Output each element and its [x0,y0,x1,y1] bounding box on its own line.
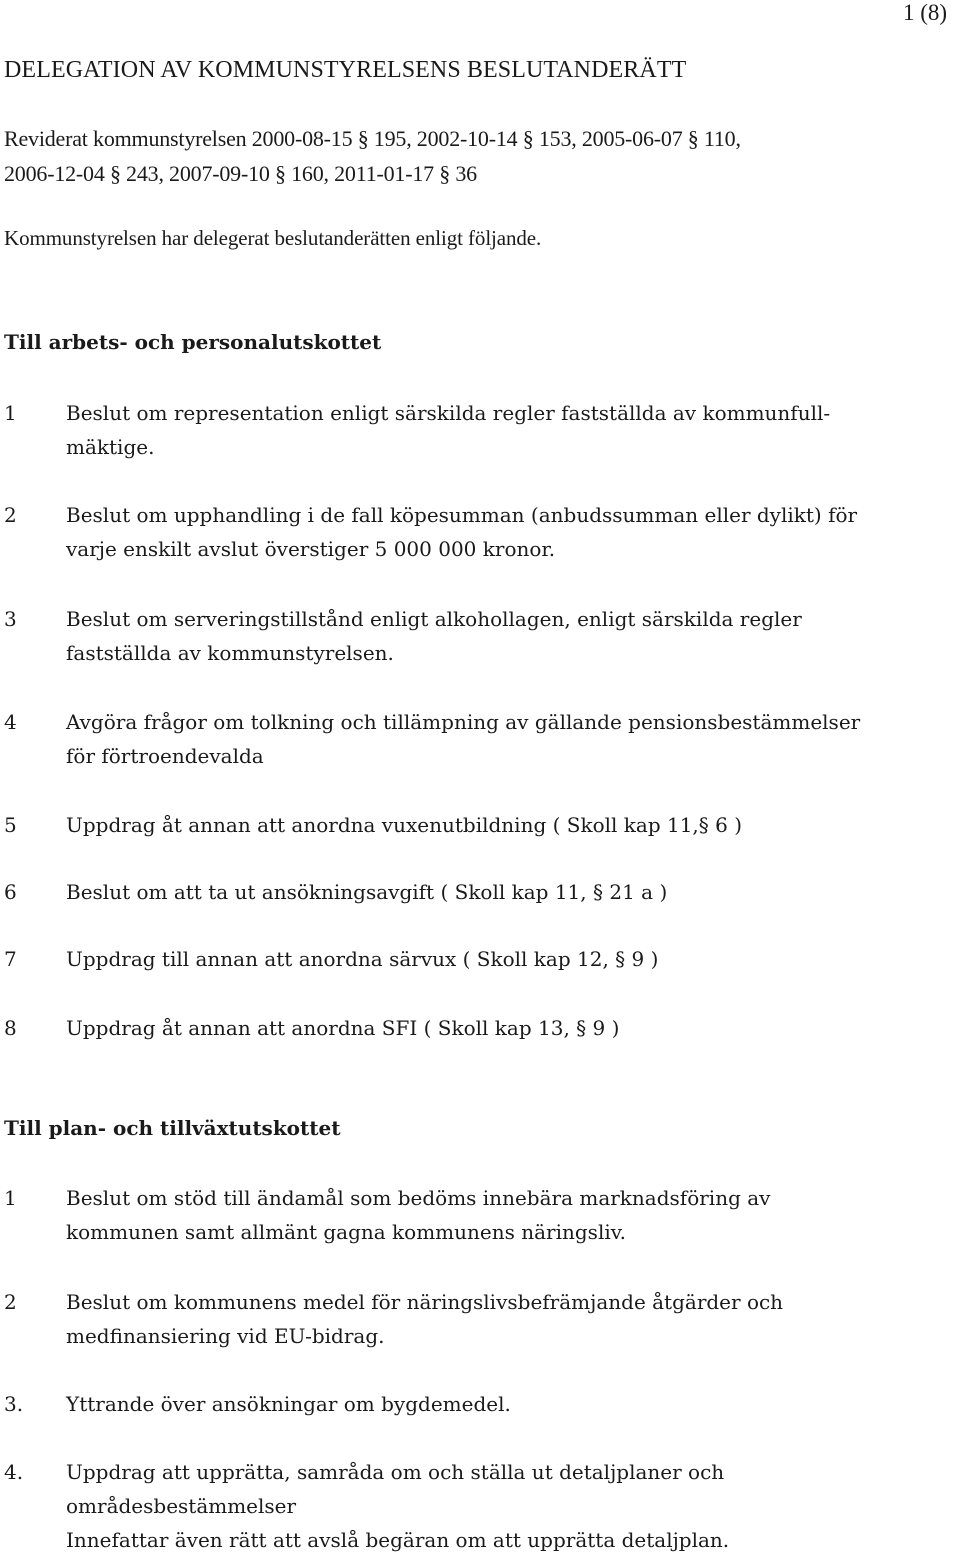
item-text-line: medfinansiering vid EU-bidrag. [66,1324,385,1348]
item-number: 1 [4,1186,17,1210]
item-number: 1 [4,401,17,425]
item-number: 7 [4,947,17,971]
item-number: 4. [4,1460,24,1484]
item-text-line: områdesbestämmelser [66,1494,297,1518]
item-text-line: Beslut om att ta ut ansökningsavgift ( Skoll kap 11, § 21 a ) [66,880,668,904]
item-number: 3. [4,1392,24,1416]
document-title: DELEGATION AV KOMMUNSTYRELSENS BESLUTANDERÄTT [4,57,687,83]
item-text-line: Innefattar även rätt att avslå begäran om att upprätta detaljplan. [66,1528,730,1552]
item-number: 4 [4,710,17,734]
section-heading-arbets-personal: Till arbets- och personalutskottet [4,330,382,354]
item-text-line: varje enskilt avslut överstiger 5 000 000 kronor. [66,537,556,561]
item-text-line: kommunen samt allmänt gagna kommunens näringsliv. [66,1220,627,1244]
item-number: 6 [4,880,17,904]
revision-line-1: Reviderat kommunstyrelsen 2000-08-15 § 195, 2002-10-14 § 153, 2005-06-07 § 110, [4,126,741,151]
item-text-line: Yttrande över ansökningar om bygdemedel. [66,1392,511,1416]
item-text-line: mäktige. [66,435,155,459]
item-number: 8 [4,1016,17,1040]
item-text-line: Beslut om upphandling i de fall köpesumman (anbudssumman eller dylikt) för [66,503,858,527]
item-number: 3 [4,607,17,631]
item-text-line: Uppdrag åt annan att anordna SFI ( Skoll kap 13, § 9 ) [66,1016,620,1040]
item-text-line: Beslut om kommunens medel för näringslivsbefrämjande åtgärder och [66,1290,784,1314]
item-number: 5 [4,813,17,837]
item-text-line: Uppdrag till annan att anordna särvux ( Skoll kap 12, § 9 ) [66,947,659,971]
item-text-line: Beslut om representation enligt särskilda regler fastställda av kommunfull- [66,401,831,425]
item-text-line: för förtroendevalda [66,744,264,768]
item-text-line: Uppdrag att upprätta, samråda om och ställa ut detaljplaner och [66,1460,725,1484]
item-number: 2 [4,1290,17,1314]
section-heading-plan-tillvaxt: Till plan- och tillväxtutskottet [4,1116,341,1140]
intro-text: Kommunstyrelsen har delegerat beslutanderätten enligt följande. [4,226,542,250]
page-number: 1 (8) [903,0,948,25]
item-text-line: Beslut om stöd till ändamål som bedöms innebära marknadsföring av [66,1186,771,1210]
item-text-line: fastställda av kommunstyrelsen. [66,641,394,665]
item-text-line: Beslut om serveringstillstånd enligt alkohollagen, enligt särskilda regler [66,607,802,631]
item-text-line: Avgöra frågor om tolkning och tillämpning av gällande pensionsbestämmelser [66,710,861,734]
revision-line-2: 2006-12-04 § 243, 2007-09-10 § 160, 2011-01-17 § 36 [4,161,477,186]
item-text-line: Uppdrag åt annan att anordna vuxenutbildning ( Skoll kap 11,§ 6 ) [66,813,743,837]
item-number: 2 [4,503,17,527]
